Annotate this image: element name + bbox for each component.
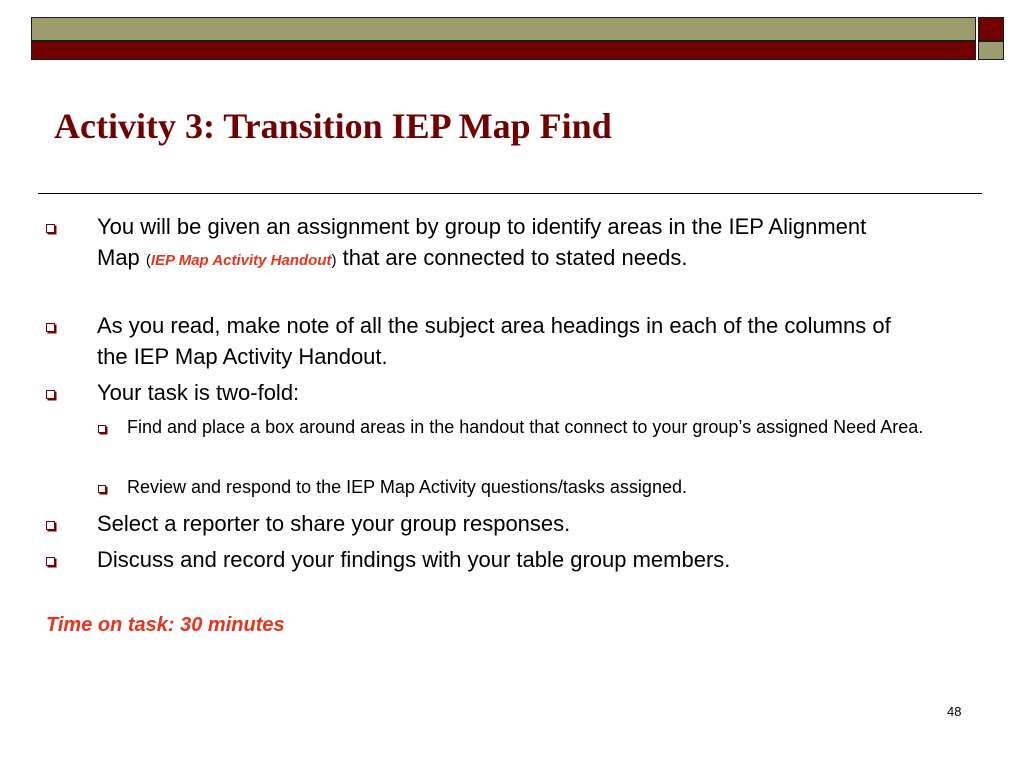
page-number: 48 xyxy=(947,704,962,719)
bullet-text: Discuss and record your findings with your table group members. xyxy=(97,547,731,572)
sub-bullet-item xyxy=(98,474,928,501)
bullet-item xyxy=(46,508,906,539)
header-square-red xyxy=(978,17,1004,41)
header-square-olive xyxy=(978,41,1004,60)
square-bullet-icon xyxy=(98,423,106,435)
sub-bullet-text: Review and respond to the IEP Map Activity questions/tasks assigned. xyxy=(127,477,687,497)
time-on-task: Time on task: 30 minutes xyxy=(46,614,285,636)
bullet-text: Your task is two-fold: xyxy=(97,380,300,405)
bullet-text: You will be given an assignment by group to identify areas in the IEP Alignment Map (IEP Map Activity Handout) that are connected to stated needs. xyxy=(97,214,867,270)
header-band-olive xyxy=(31,17,976,41)
title-divider xyxy=(38,193,982,194)
bullet-item xyxy=(46,310,906,372)
sub-bullet-item xyxy=(98,414,928,441)
square-bullet-icon xyxy=(46,389,55,401)
slide-title: Activity 3: Transition IEP Map Find xyxy=(54,106,612,146)
square-bullet-icon xyxy=(46,520,55,532)
square-bullet-icon xyxy=(46,556,55,568)
bullet-item xyxy=(46,211,876,276)
square-bullet-icon xyxy=(46,223,55,235)
square-bullet-icon xyxy=(46,322,55,334)
square-bullet-icon xyxy=(98,483,106,495)
bullet-item xyxy=(46,377,906,408)
bullet-item xyxy=(46,544,906,575)
sub-bullet-text: Find and place a box around areas in the handout that connect to your group’s assigned Need Area. xyxy=(127,417,924,437)
bullet-text: As you read, make note of all the subject area headings in each of the columns of the IEP Map Activity Handout. xyxy=(97,313,891,369)
header-band-red xyxy=(31,41,976,60)
handout-reference: IEP Map Activity Handout xyxy=(150,252,332,269)
bullet-text: Select a reporter to share your group responses. xyxy=(97,511,571,536)
